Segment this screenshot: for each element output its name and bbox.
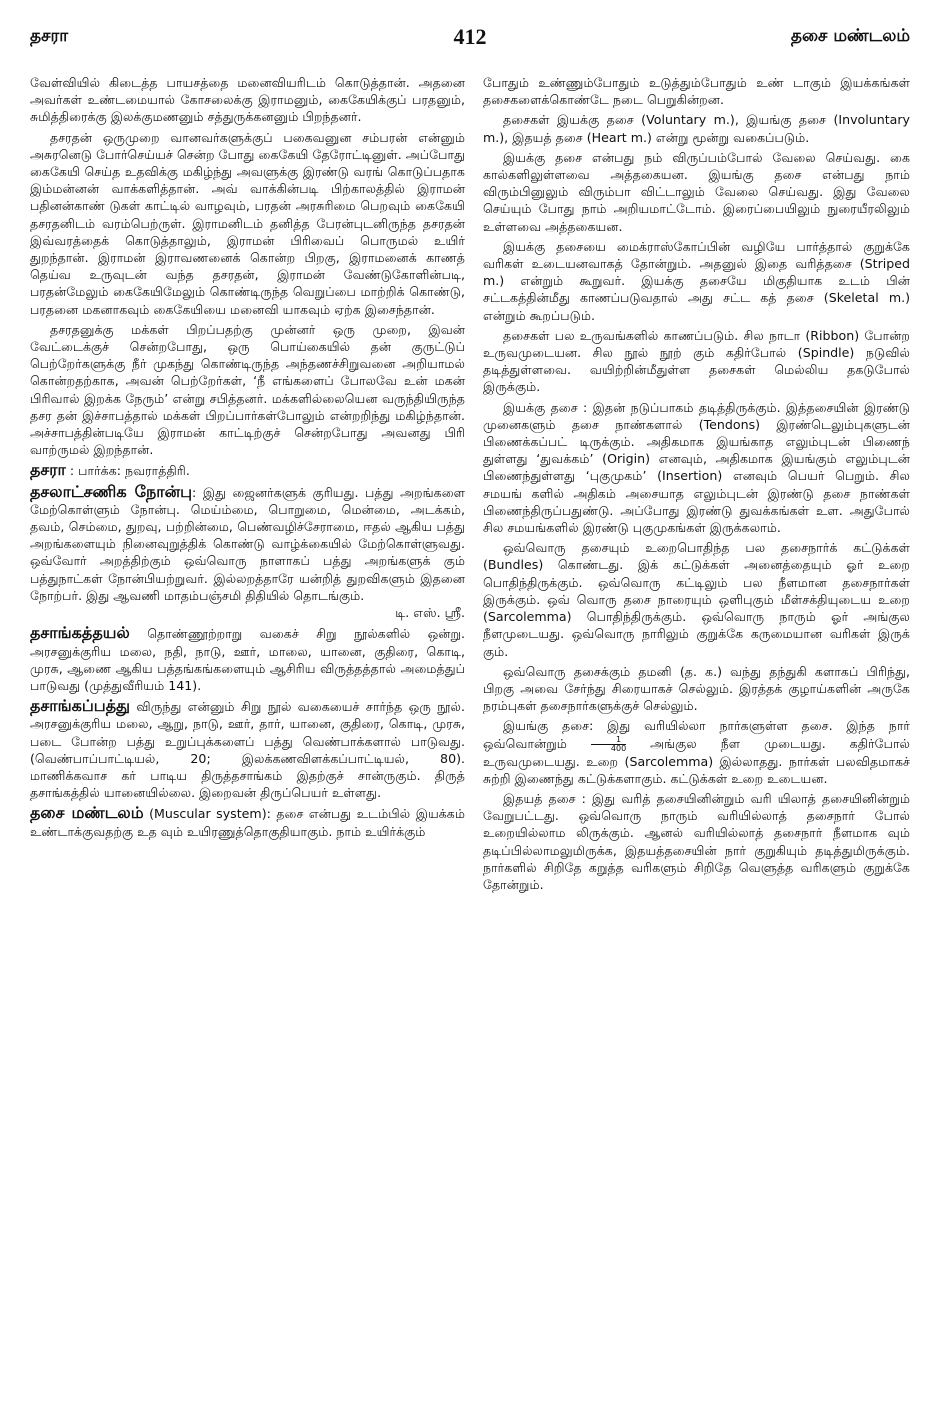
- entry-body: இது ஜைனர்களுக் குரியது. பத்து அறங்களை மேற்கொள்ளும் நோன்பு. மெய்ம்மை, பொறுமை, மென்மை, அடக்கம், தவம், செம்மை, துறவு, பற்றின்மை, பெண்வழிச்சேராமை, ஈதல் ஆகிய பத்து அறங்களையும் நினைவுறுத்திக் கொண்டு வாழ்க்கையில் மேற்கொள்ளுவது. ஒவ்வோர் அறத்திற்கும் ஒவ்வொரு நாளாகப் பத்து அறங்களுக் கும் பத்துநாட்கள் நோன்பியற்றுவர். இல்லறத்தாரே யன்றித் துறவிகளும் இதனை நோற்பர். இது ஆவணி மாதம்பஞ்சமி திதியில் தொடங்கும்.: [30, 484, 466, 603]
- fraction: [591, 736, 626, 753]
- fraction-numerator: 1: [591, 736, 626, 745]
- paragraph: தசரதனுக்கு மக்கள் பிறப்பதற்கு முன்னர் ஒரு முறை, இவன் வேட்டைக்குச் சென்றபோது, ஒரு பொய்கையில் தன் குருட்டுப் பெற்றேர்களுக்கு நீர் முகந்து கொண்டிருந்த அந்தணச்சிறுவனை அறியாமல் கொன்றதற்காக, அவன் பெற்றேர்கள், ‘நீ எங்களைப் போலவே உன் மகன் பிரிவால் இறக்க நேரும்’ என்று சபித்தனர். மக்களில்லையென வருந்தியிருந்த தசர தன் இச்சாபத்தால் மக்கள் பிறப்பார்கள்போலும் என்றறிந்து மகிழ்ந்தான். அச்சாபத்தின்படியே இராமன் காட்டிற்குச் சென்றபோது அவனது பிரி வாற்ருமல் இறந்தான்.: [30, 321, 465, 458]
- fraction-denominator: 400: [610, 743, 627, 753]
- paragraph: தசரதன் ஒருமுறை வானவர்களுக்குப் பகைவனுன சம்பரன் என்னும் அசுரனெடு போர்செய்யச் சென்ற போது கைகேயி தேரோட்டினுள். அப்போது கைகேயி செய்த உதவிக்கு மகிழ்ந்து அவளுக்கு இரண்டு வரங் கொடுப்பதாக இம்மன்னன் வாக்களித்தான். அவ் வாக்கின்படி பிற்காலத்தில் இராமன் பதினன்காண் டுகள் காட்டில் வாழவும், பரதன் அரசுரிமை பெறவும் கைகேயி தசரதனிடம் வரம்பெற்ருள். இராமனிடம் தனித்த பேரன்புடனிருந்த தசரதன் இவ்வரத்தைக் கொடுத்தாலும், இராமன் பிரிவைப் பொருமல் உயிர் துறந்தான். இராமன் இராவணனைக் கொன்ற பிறகு, இராமனைக் காணத் தெய்வ உருவுடன் வந்த தசரதன், இராமன் வேண்டுகோளின்படி, பரதன்மேலும் கைகேயிமேலும் கொண்டிருந்த வெறுப்பை மாற்றிக் கொண்டு, பரதனை மகனாகவும் கைகேயியை மனைவி யாகவும் ஏற்க இசைந்தான்.: [30, 129, 465, 317]
- entry-dasangathayal: [30, 624, 465, 694]
- entry-colon: :: [65, 463, 79, 479]
- right-column: [483, 74, 910, 896]
- paragraph: ஒவ்வொரு தசையும் உறைபொதிந்த பல தசைநார்க் கட்டுக்கள் (Bundles) கொண்டது. இக் கட்டுக்கள் அனைத்தையும் ஓர் உறை பொதிந்திருக்கும். ஒவ்வொரு கட்டிலும் பல நீளமான தசைநார்கள் இருக்கும். ஒவ் வொரு தசை நாரையும் ஒளிபுகும் மீள்சக்தியுடைய உறை (Sarcolemma) பொதிந்திருக்கும். ஒவ்வொரு நாரும் ஓர் அங்குல நீளமுடையது. ஒவ்வொரு நாரிலும் குறுக்கே கருமையான வரிகள் இருக் கும்.: [483, 540, 910, 659]
- entry-headword: தசை மண்டலம்: [30, 803, 144, 823]
- running-head-left: தசரா: [30, 26, 69, 46]
- entry-headword: தசாங்கத்தயல்: [30, 623, 130, 643]
- paragraph: இயக்கு தசையை மைக்ராஸ்கோப்பின் வழியே பார்த்தால் குறுக்கே வரிகள் உடையனவாகத் தோன்றும். அதனுல் இதை வரித்தசை (Striped m.) என்றும் கூறுவர். இயக்கு தசையே மிகுதியாக உடம் பின் சட்டகத்தின்மீது காணப்படுவதால் அது சட்ட கத் தசை (Skeletal m.) என்றும் கூறப்படும்.: [483, 238, 910, 323]
- paragraph: இதயத் தசை : இது வரித் தசையினின்றும் வரி யிலாத் தசையினின்றும் வேறுபட்டது. ஒவ்வொரு நாரும் வரியில்லாத் தசைநார் போல் உறையில்லாம லிருக்கும். ஆனல் வரியில்லாத் தசைநார் நீளமாக வும் தடிப்பில்லாமலுமிருக்க, இதயத்தசையின் நார் குறுகியும் தடித்துமிருக்கும். நார்களில் சிறிதே கறுத்த வரிகளும் சிறிதே வெளுத்த வரிகளும் குறுக்கே தோன்றும்.: [483, 790, 910, 892]
- entry-english-term: (Muscular system): [143, 806, 267, 822]
- entry-tasara: [30, 461, 465, 479]
- entry-dasangapathu: [30, 697, 465, 801]
- entry-headword: தசலாட்சணிக நோன்பு: [30, 481, 193, 501]
- paragraph: தசைகள் இயக்கு தசை (Voluntary m.), இயங்கு தசை (Involuntary m.), இதயத் தசை (Heart m.) என்று மூன்று வகைப்படும்.: [483, 112, 910, 145]
- running-head-right: தசை மண்டலம்: [790, 26, 910, 46]
- paragraph: இயக்கு தசை என்பது நம் விருப்பம்போல் வேலை செய்வது. கை கால்களிலுள்ளவை அத்தகையன. இயங்கு தசை என்பது நாம் விரும்பினுலும் விரும்பா விட்டாலும் வேலை செய்வது. இது வேலை செய்யும் போது நாம் அறியமாட்டோம். இரைப்பையிலும் நுரையீரலிலும் உள்ளவை அத்தகையன.: [483, 149, 910, 234]
- author-signature: டி. எஸ். ஸ்ரீ.: [395, 605, 465, 621]
- page-header: [30, 26, 910, 60]
- paragraph-text: அங்குல நீள முடையது. கதிர்போல் உருவமுடையது. உறை (Sarcolemma) இல்லாதது. நார்கள் பலவிதமாகச் சுற்றி இணைந்து கட்டுக்களாகும். கட்டுக்கள் உறை உடையன.: [483, 735, 910, 786]
- entry-body: : தசை என்பது உடம்பில் இயக்கம் உண்டாக்குவதற்கு உத வும் உயிரணுத்தொகுதியாகும். நாம் உயிர்க்கும்: [30, 806, 465, 839]
- entry-dasalatchanika: [30, 483, 465, 622]
- entry-colon: :: [192, 484, 203, 500]
- entry-muscular-system: [30, 804, 465, 839]
- paragraph: தசைகள் பல உருவங்களில் காணப்படும். சில நாடா (Ribbon) போன்ற உருவமுடையன. சில நூல் நூற் கும் கதிர்போல் (Spindle) நடுவில் தடித்துள்ளவை. வயிற்றின்மீதுள்ள தசைகள் மெல்லிய தகடுபோல் இருக்கும்.: [483, 327, 910, 395]
- paragraph: ஒவ்வொரு தசைக்கும் தமனி (த. க.) வந்து தந்துகி களாகப் பிரிந்து, பிறகு அவை சேர்ந்து சிரையாகச் செல்லும். இரத்தக் குழாய்களின் அருகே நரம்புகள் தசைநார்களுக்குச் செல்லும்.: [483, 663, 910, 714]
- paragraph-involuntary-muscle: [483, 717, 910, 787]
- entry-body: தொண்ணூற்றாறு வகைச் சிறு நூல்களில் ஒன்று. அரசனுக்குரிய மலை, நதி, நாடு, ஊர், மாலை, யானை, குதிரை, கொடி, முரசு, ஆணை ஆகிய பத்தங்கங்களையும் ஆசிரிய விருத்தத்தால் அமைத்துப் பாடுவது (முத்துவீரியம் 141).: [30, 626, 466, 693]
- entry-body: பார்க்க: நவராத்திரி.: [78, 463, 190, 479]
- paragraph: வேள்வியில் கிடைத்த பாயசத்தை மனைவியரிடம் கொடுத்தான். அதனை அவர்கள் உண்டமையால் கோசலைக்கு இராமனும், கைகேயிக்குப் பரதனும், சுமித்திரைக்கு இலக்குமணனும் சத்துருக்கனனும் பிறந்தனர்.: [30, 75, 465, 125]
- entry-headword: தசாங்கப்பத்து: [30, 696, 130, 716]
- left-column: [30, 74, 465, 843]
- entry-headword: தசரா: [30, 460, 66, 480]
- page-number: 412: [453, 24, 487, 49]
- paragraph: போதும் உண்ணும்போதும் உடுத்தும்போதும் உண் டாகும் இயக்கங்கள் தசைகளைக்கொண்டே நடை பெறுகின்றன.: [483, 75, 910, 108]
- entry-body: விருந்து என்னும் சிறு நூல் வகையைச் சார்ந்த ஒரு நூல். அரசனுக்குரிய மலை, ஆறு, நாடு, ஊர், தார், யானை, குதிரை, கொடி, முரசு, படை போன்ற பத்து உறுப்புக்களைப் பத்து வெண்பாக்களால் பாடுவது. (வெண்பாப்பாட்டியல், 20; இலக்கணவிளக்கப்பாட்டியல், 80). மாணிக்கவாச கர் பாடிய திருத்தசாங்கம் இதற்குச் சான்ருகும். திருத் தசாங்கத்தில் யானையில்லை. இறைவன் திருப்பெயர் உள்ளது.: [30, 699, 465, 801]
- paragraph-text: இயங்கு தசை: இது வரியில்லா நார்களுள்ள தசை. இந்த நார் ஒவ்வொன்றும்: [483, 718, 910, 751]
- paragraph: இயக்கு தசை : இதன் நடுப்பாகம் தடித்திருக்கும். இத்தசையின் இரண்டு முனைகளும் தசை நாண்களால் (Tendons) இரண்டெலும்புகளுடன் பிணைக்கப்பட் டிருக்கும். அதிகமாக இயங்காத எலும்புடன் பிணைந் துள்ளது ‘துவக்கம்’ (Origin) எனவும், அதிகமாக இயங்கும் எலும்புடன் பிணைந்துள்ளது ‘புகுமுகம்’ (Insertion) எனவும் பெயர் பெறும். சில சமயங் களில் அதிகம் அசையாத எலும்புடன் இரண்டு தசை நாண்கள் பிணைந்திருப்பதுண்டு. அப்போது இரண்டு துவக்கங்கள் உள. அதுபோல் சில சமயங்களில் இரண்டு புகுமுகங்கள் இருக்கலாம்.: [483, 399, 910, 536]
